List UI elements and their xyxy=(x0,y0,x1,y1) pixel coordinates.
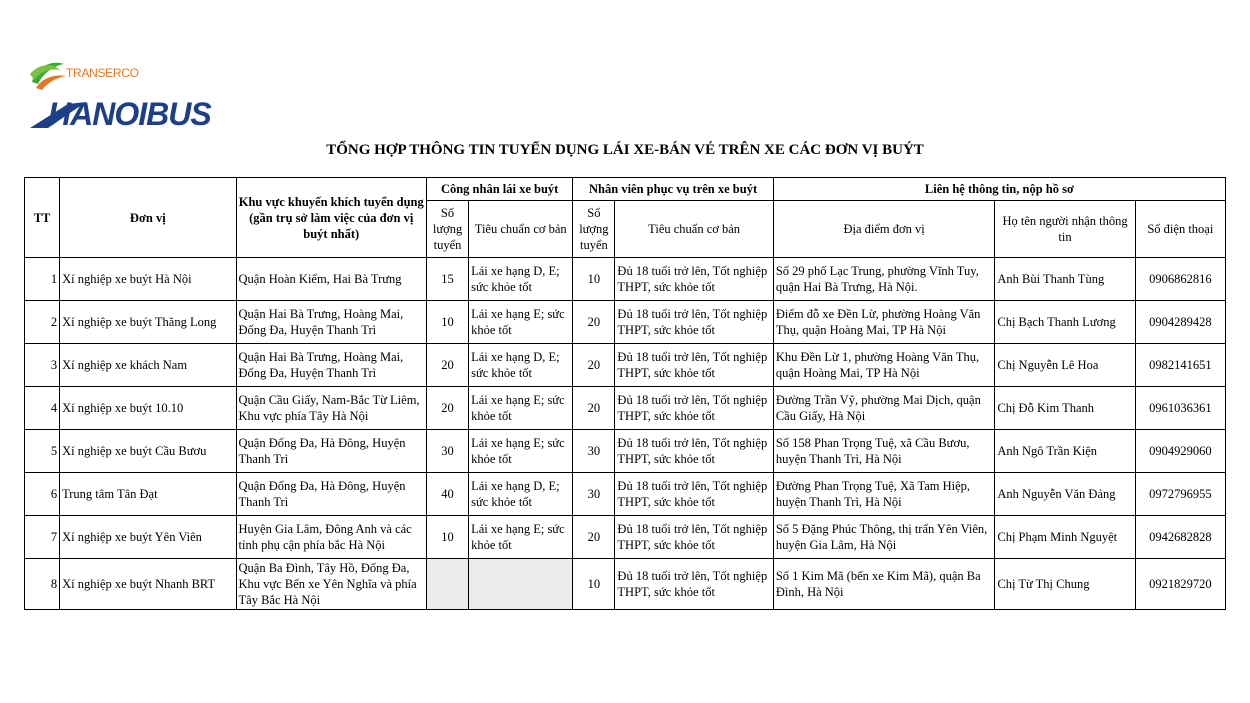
row-staff-criteria: Đủ 18 tuổi trở lên, Tốt nghiệp THPT, sức khỏe tốt xyxy=(615,430,773,473)
row-staff-qty: 10 xyxy=(573,258,615,301)
row-staff-criteria: Đủ 18 tuổi trở lên, Tốt nghiệp THPT, sức khỏe tốt xyxy=(615,516,773,559)
table-row xyxy=(25,344,1226,387)
row-tt: 8 xyxy=(25,559,60,610)
row-person: Anh Bùi Thanh Tùng xyxy=(995,258,1135,301)
row-tt: 7 xyxy=(25,516,60,559)
row-unit: Xí nghiệp xe buýt Yên Viên xyxy=(60,516,236,559)
row-unit: Xí nghiệp xe khách Nam xyxy=(60,344,236,387)
header-driver-criteria: Tiêu chuẩn cơ bản xyxy=(469,201,573,258)
table-row xyxy=(25,301,1226,344)
row-staff-criteria: Đủ 18 tuổi trở lên, Tốt nghiệp THPT, sức khỏe tốt xyxy=(615,344,773,387)
recruitment-table xyxy=(24,177,1226,610)
row-person: Chị Từ Thị Chung xyxy=(995,559,1135,610)
table-row xyxy=(25,516,1226,559)
table-row xyxy=(25,387,1226,430)
row-staff-qty: 30 xyxy=(573,430,615,473)
row-address: Khu Đền Lừ 1, phường Hoàng Văn Thụ, quận Hoàng Mai, TP Hà Nội xyxy=(773,344,995,387)
row-driver-qty xyxy=(426,559,468,610)
row-staff-criteria: Đủ 18 tuổi trở lên, Tốt nghiệp THPT, sức khỏe tốt xyxy=(615,258,773,301)
row-person: Chị Phạm Minh Nguyệt xyxy=(995,516,1135,559)
row-driver-criteria: Lái xe hạng E; sức khỏe tốt xyxy=(469,387,573,430)
row-address: Đường Trần Vỹ, phường Mai Dịch, quận Cầu Giấy, Hà Nội xyxy=(773,387,995,430)
row-area: Quận Hoàn Kiếm, Hai Bà Trưng xyxy=(236,258,426,301)
row-person: Anh Nguyễn Văn Đảng xyxy=(995,473,1135,516)
row-staff-criteria: Đủ 18 tuổi trở lên, Tốt nghiệp THPT, sức khỏe tốt xyxy=(615,301,773,344)
row-area: Quận Đống Đa, Hà Đông, Huyện Thanh Trì xyxy=(236,473,426,516)
row-unit: Xí nghiệp xe buýt Cầu Bươu xyxy=(60,430,236,473)
row-area: Quận Hai Bà Trưng, Hoàng Mai, Đống Đa, Huyện Thanh Trì xyxy=(236,301,426,344)
row-unit: Xí nghiệp xe buýt 10.10 xyxy=(60,387,236,430)
row-driver-qty: 10 xyxy=(426,301,468,344)
row-staff-qty: 20 xyxy=(573,387,615,430)
row-driver-qty: 20 xyxy=(426,387,468,430)
row-driver-qty: 40 xyxy=(426,473,468,516)
row-staff-criteria: Đủ 18 tuổi trở lên, Tốt nghiệp THPT, sức khỏe tốt xyxy=(615,473,773,516)
row-driver-qty: 20 xyxy=(426,344,468,387)
table-row xyxy=(25,430,1226,473)
row-address: Số 29 phố Lạc Trung, phường Vĩnh Tuy, quận Hai Bà Trưng, Hà Nội. xyxy=(773,258,995,301)
row-tt: 6 xyxy=(25,473,60,516)
row-driver-qty: 30 xyxy=(426,430,468,473)
header-staff-qty: Số lượng tuyển xyxy=(573,201,615,258)
row-staff-qty: 10 xyxy=(573,559,615,610)
row-staff-criteria: Đủ 18 tuổi trở lên, Tốt nghiệp THPT, sức khỏe tốt xyxy=(615,387,773,430)
leaf-logo-icon xyxy=(28,56,68,96)
row-area: Quận Cầu Giấy, Nam-Bắc Từ Liêm, Khu vực phía Tây Hà Nội xyxy=(236,387,426,430)
table-row xyxy=(25,473,1226,516)
transerco-wordmark: TRANSERCO xyxy=(66,66,139,80)
row-unit: Xí nghiệp xe buýt Nhanh BRT xyxy=(60,559,236,610)
table-row xyxy=(25,559,1226,610)
header-driver-qty: Số lượng tuyển xyxy=(426,201,468,258)
row-staff-qty: 30 xyxy=(573,473,615,516)
hanoibus-logo xyxy=(28,56,258,136)
row-driver-qty: 15 xyxy=(426,258,468,301)
row-phone: 0904929060 xyxy=(1135,430,1225,473)
header-staff-criteria: Tiêu chuẩn cơ bản xyxy=(615,201,773,258)
header-unit: Đơn vị xyxy=(60,178,236,258)
row-address: Số 1 Kim Mã (bến xe Kim Mã), quận Ba Đình, Hà Nội xyxy=(773,559,995,610)
row-driver-criteria xyxy=(469,559,573,610)
row-driver-qty: 10 xyxy=(426,516,468,559)
row-staff-qty: 20 xyxy=(573,344,615,387)
row-staff-criteria: Đủ 18 tuổi trở lên, Tốt nghiệp THPT, sức khỏe tốt xyxy=(615,559,773,610)
row-phone: 0982141651 xyxy=(1135,344,1225,387)
row-person: Chị Nguyễn Lê Hoa xyxy=(995,344,1135,387)
header-area: Khu vực khuyến khích tuyển dụng (gần trụ sở làm việc của đơn vị buýt nhất) xyxy=(236,178,426,258)
page-title: TỔNG HỢP THÔNG TIN TUYỂN DỤNG LÁI XE-BÁN VÉ TRÊN XE CÁC ĐƠN VỊ BUÝT xyxy=(326,142,924,158)
row-unit: Xí nghiệp xe buýt Thăng Long xyxy=(60,301,236,344)
row-tt: 2 xyxy=(25,301,60,344)
row-address: Số 158 Phan Trọng Tuệ, xã Cầu Bươu, huyện Thanh Trì, Hà Nội xyxy=(773,430,995,473)
header-contact-group: Liên hệ thông tin, nộp hồ sơ xyxy=(773,178,1225,201)
row-phone: 0921829720 xyxy=(1135,559,1225,610)
row-staff-qty: 20 xyxy=(573,301,615,344)
header-person: Họ tên người nhận thông tin xyxy=(995,201,1135,258)
row-area: Quận Đống Đa, Hà Đông, Huyện Thanh Trì xyxy=(236,430,426,473)
row-person: Chị Bạch Thanh Lương xyxy=(995,301,1135,344)
header-tt: TT xyxy=(25,178,60,258)
row-driver-criteria: Lái xe hạng D, E; sức khỏe tốt xyxy=(469,344,573,387)
row-driver-criteria: Lái xe hạng E; sức khỏe tốt xyxy=(469,516,573,559)
row-phone: 0961036361 xyxy=(1135,387,1225,430)
row-tt: 5 xyxy=(25,430,60,473)
row-driver-criteria: Lái xe hạng D, E; sức khỏe tốt xyxy=(469,258,573,301)
row-unit: Xí nghiệp xe buýt Hà Nội xyxy=(60,258,236,301)
row-person: Chị Đỗ Kim Thanh xyxy=(995,387,1135,430)
row-address: Đường Phan Trọng Tuệ, Xã Tam Hiệp, huyện Thanh Trì, Hà Nội xyxy=(773,473,995,516)
row-address: Điểm đỗ xe Đền Lừ, phường Hoàng Văn Thụ, quận Hoàng Mai, TP Hà Nội xyxy=(773,301,995,344)
row-area: Huyện Gia Lâm, Đông Anh và các tỉnh phụ cận phía bắc Hà Nội xyxy=(236,516,426,559)
header-phone: Số điện thoại xyxy=(1135,201,1225,258)
row-tt: 1 xyxy=(25,258,60,301)
row-tt: 3 xyxy=(25,344,60,387)
table-row xyxy=(25,258,1226,301)
row-person: Anh Ngô Trần Kiện xyxy=(995,430,1135,473)
row-phone: 0942682828 xyxy=(1135,516,1225,559)
row-area: Quận Ba Đình, Tây Hồ, Đống Đa, Khu vực Bến xe Yên Nghĩa và phía Tây Bắc Hà Nội xyxy=(236,559,426,610)
row-unit: Trung tâm Tân Đạt xyxy=(60,473,236,516)
row-phone: 0972796955 xyxy=(1135,473,1225,516)
row-area: Quận Hai Bà Trưng, Hoàng Mai, Đống Đa, Huyện Thanh Trì xyxy=(236,344,426,387)
row-driver-criteria: Lái xe hạng E; sức khỏe tốt xyxy=(469,301,573,344)
header-address: Địa điểm đơn vị xyxy=(773,201,995,258)
row-driver-criteria: Lái xe hạng E; sức khỏe tốt xyxy=(469,430,573,473)
row-phone: 0906862816 xyxy=(1135,258,1225,301)
header-driver-group: Công nhân lái xe buýt xyxy=(426,178,572,201)
row-staff-qty: 20 xyxy=(573,516,615,559)
header-staff-group: Nhân viên phục vụ trên xe buýt xyxy=(573,178,773,201)
row-address: Số 5 Đặng Phúc Thông, thị trấn Yên Viên, huyện Gia Lâm, Hà Nội xyxy=(773,516,995,559)
row-tt: 4 xyxy=(25,387,60,430)
hanoibus-wordmark: HANOIBUS xyxy=(48,96,211,132)
row-phone: 0904289428 xyxy=(1135,301,1225,344)
row-driver-criteria: Lái xe hạng D, E; sức khỏe tốt xyxy=(469,473,573,516)
